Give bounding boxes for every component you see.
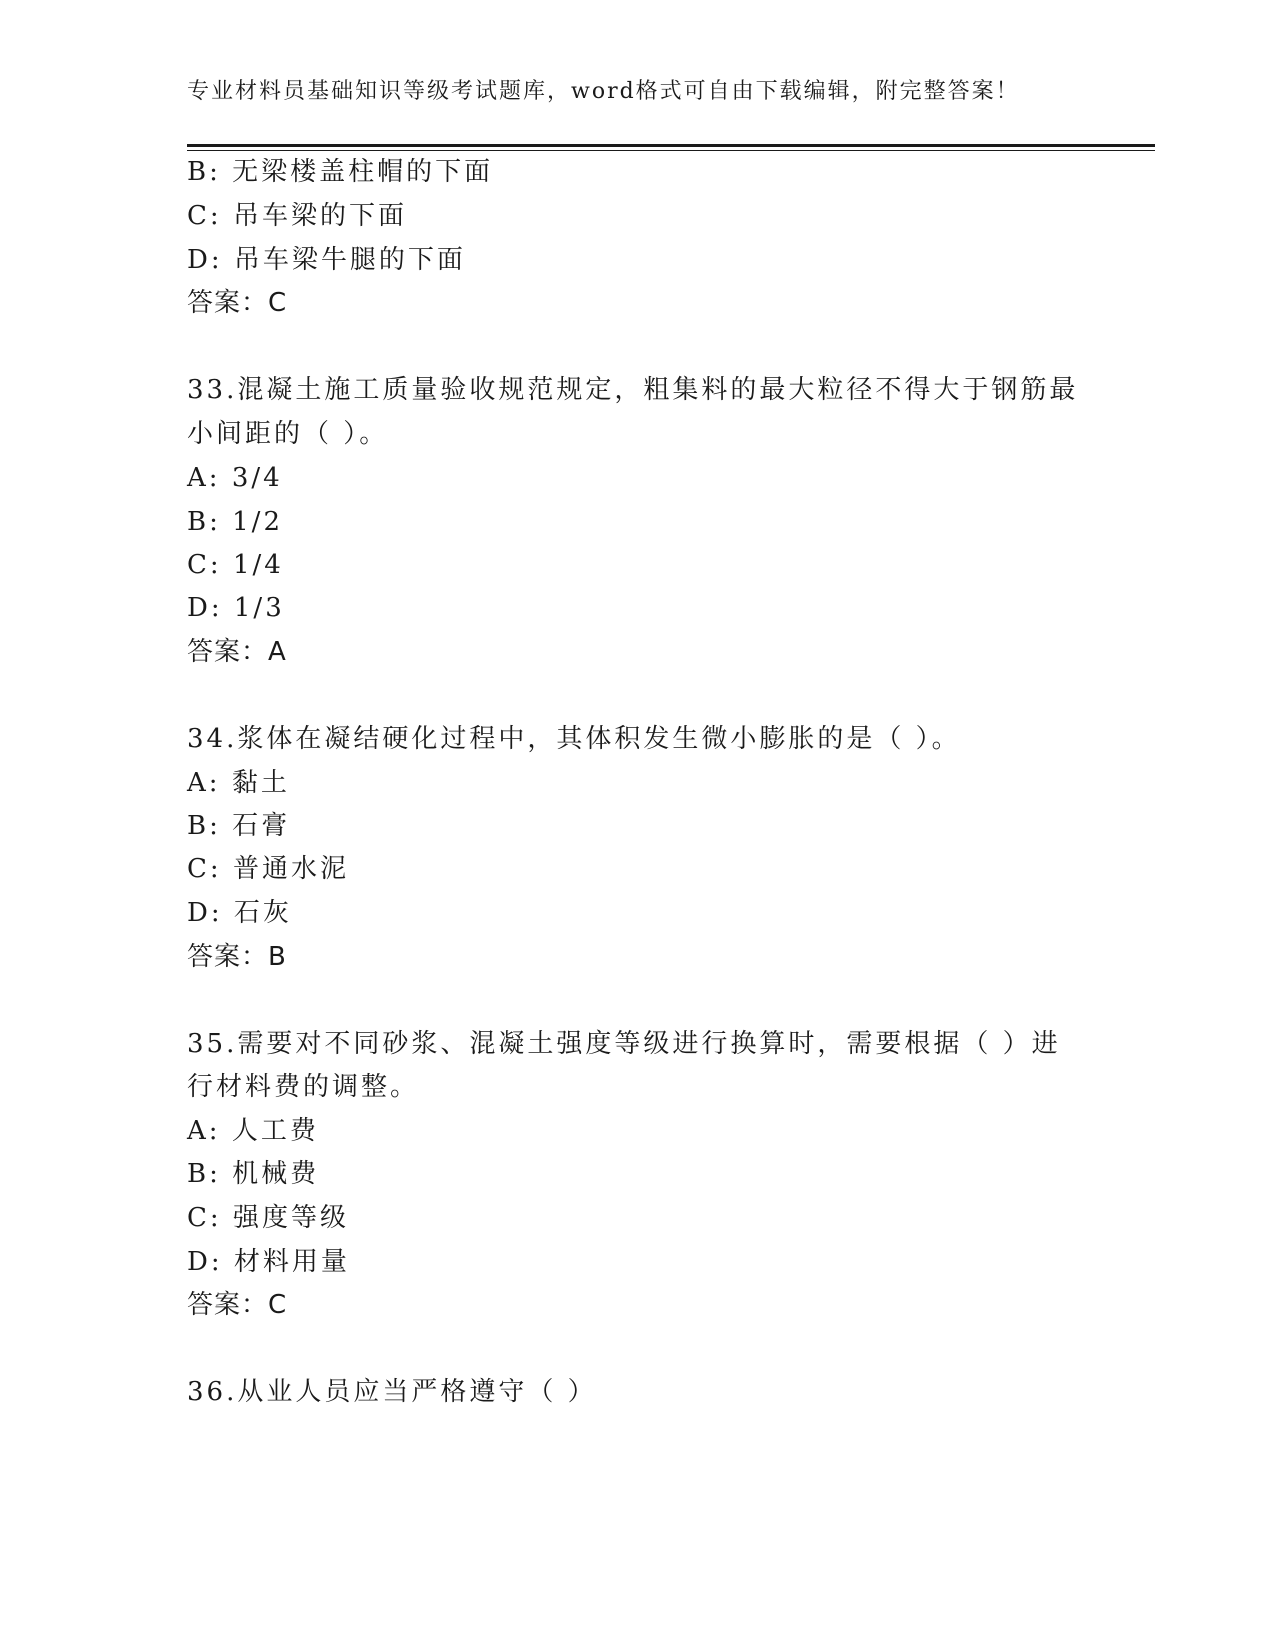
question-33-continued: 小间距的（ ）。: [187, 419, 389, 449]
option-d: D: 1/3: [187, 593, 285, 623]
option-b: B: 石膏: [187, 811, 291, 841]
option-d: D: 材料用量: [187, 1247, 350, 1277]
option-c: C: 强度等级: [187, 1203, 349, 1233]
answer-line: 答案：B: [187, 942, 287, 972]
question-33: 33.混凝土施工质量验收规范规定，粗集料的最大粒径不得大于钢筋最: [187, 375, 1079, 405]
page-header: 专业材料员基础知识等级考试题库，word格式可自由下载编辑，附完整答案！: [187, 79, 1020, 104]
header-rule-thick: [187, 144, 1155, 147]
question-35: 35.需要对不同砂浆、混凝土强度等级进行换算时，需要根据（ ）进: [187, 1029, 1061, 1059]
option-c: C: 普通水泥: [187, 854, 349, 884]
option-b: B: 1/2: [187, 507, 283, 537]
option-b: B: 无梁楼盖柱帽的下面: [187, 157, 494, 187]
option-c: C: 吊车梁的下面: [187, 201, 407, 231]
option-a: A: 3/4: [187, 463, 283, 493]
option-d: D: 吊车梁牛腿的下面: [187, 245, 466, 275]
question-36: 36.从业人员应当严格遵守（ ）: [187, 1377, 597, 1407]
answer-line: 答案：A: [187, 637, 287, 667]
question-35-continued: 行材料费的调整。: [187, 1072, 420, 1102]
option-d: D: 石灰: [187, 898, 292, 928]
answer-line: 答案：C: [187, 1290, 288, 1320]
option-a: A: 黏土: [187, 768, 290, 798]
option-c: C: 1/4: [187, 550, 284, 580]
question-34: 34.浆体在凝结硬化过程中，其体积发生微小膨胀的是（ ）。: [187, 724, 961, 754]
option-b: B: 机械费: [187, 1159, 320, 1189]
header-rule-thin: [187, 150, 1155, 151]
option-a: A: 人工费: [187, 1116, 319, 1146]
answer-line: 答案：C: [187, 288, 288, 318]
